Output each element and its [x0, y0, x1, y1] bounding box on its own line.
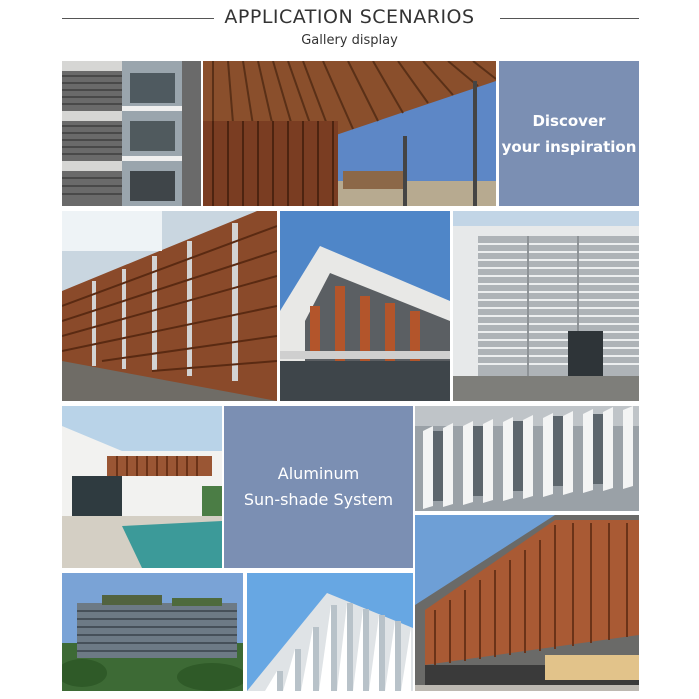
photo-pergola-wood [203, 61, 496, 206]
photo-wood-louver-facade [62, 211, 277, 401]
promo-line-2: your inspiration [501, 137, 637, 156]
page-title: APPLICATION SCENARIOS [224, 6, 475, 28]
product-line-2: Sun-shade System [243, 490, 394, 509]
product-line-1: Aluminum [277, 464, 360, 483]
photo-villa-pool [62, 406, 222, 568]
promo-line-1: Discover [532, 111, 606, 130]
page-subtitle: Gallery display [301, 33, 398, 48]
photo-apartment-louvers [62, 61, 201, 206]
photo-wood-fin-building [415, 515, 639, 691]
photo-campus-green-roof [62, 573, 243, 691]
product-title-tile [224, 406, 413, 568]
photo-white-fin-facade [247, 573, 413, 691]
photo-aluminum-louver-building [453, 211, 639, 401]
photo-white-vertical-fins [415, 406, 639, 511]
photo-modern-building-wood-fins [280, 211, 450, 401]
promo-discover-tile [499, 61, 639, 206]
